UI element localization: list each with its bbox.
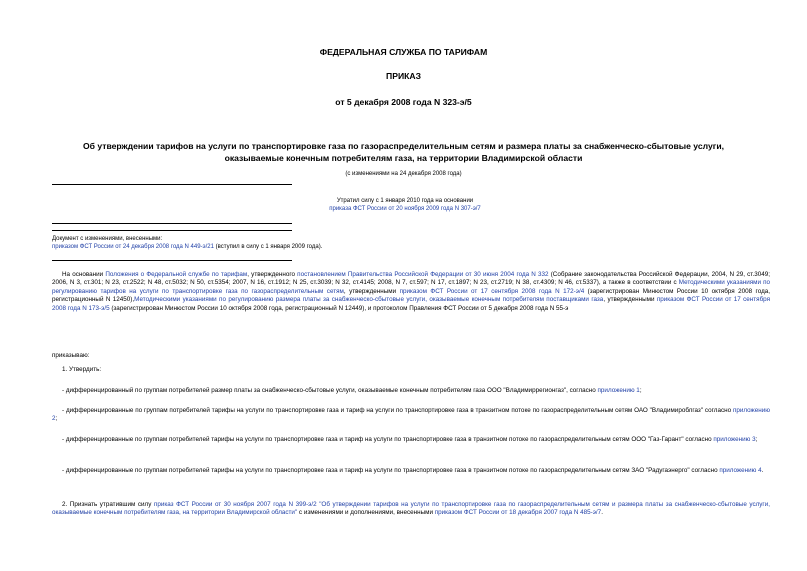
preamble-text: , утвержденными [603,296,657,304]
amend-note-text: Документ с изменениями, внесенными: [52,236,163,242]
preamble-link-method-1[interactable]: Методическими указаниями по регулированию тарифов на услуги по транспортировке газа по газораспределительным сетям [52,279,770,295]
preamble-text: (зарегистрирован Минюстом России 10 октября 2008 года, регистрационный N 12450), [52,287,771,304]
preamble-text: , утвержденного [247,271,298,278]
divider [52,184,292,185]
preamble-link-order-173[interactable]: приказом ФСТ России от 17 сентября 2008 года N 173-э/5 [52,296,771,312]
appendix-3-link[interactable]: приложению 3 [713,436,756,443]
preamble-paragraph [52,271,770,313]
preamble-link-method-2[interactable]: Методическими указаниями по регулированию размера платы за снабженческо-сбытовые услуги, оказываемые конечным потребителям поставщиками газа [134,296,604,304]
void-note-text: Утратил силу с 1 января 2010 года на основании [336,198,474,204]
divider [52,260,292,261]
appendix-1-link[interactable]: приложению 1 [597,387,640,394]
order-item-2: 2. Признать утратившим силу приказ ФСТ России от 30 ноября 2007 года N 399-э/2 "Об утверждении тарифов на услуги по транспортировке газа по газораспределительным сетям и размера платы за снабженческо-сбытовые услуги, оказываемые конечным потребителям газа, на территории Владимирской области" с изменениями и дополнениями, внесенными приказом ФСТ России от 18 декабря 2007 года N 485-э/7. [52,501,770,517]
amend-note-link[interactable]: приказом ФСТ России от 24 декабря 2008 года N 449-э/21 [52,244,214,250]
document-date: от 5 декабря 2008 года N 323-э/5 [335,97,472,107]
amend-note-tail: (вступил в силу с 1 января 2009 года). [213,244,323,250]
preamble-text: (зарегистрирован Минюстом России 10 октября 2008 года, регистрационный N 12449), и протоколом Правления ФСТ России от 5 декабря 2008 года N 55-э [109,304,569,312]
appendix-2-link[interactable]: приложению 2 [52,407,770,423]
preamble-link-regulation[interactable]: Положения о Федеральной службе по тарифам [105,271,248,278]
divider [52,230,292,231]
preamble-text: , утвержденными [343,287,400,295]
amending-order-link[interactable]: приказом ФСТ России от 18 декабря 2007 года N 485-э/7 [434,509,602,517]
document-type: ПРИКАЗ [386,71,421,81]
order-bullet-4: - дифференцированные по группам потребителей тарифы на услуги по транспортировке газа и тариф на услуги по транспортировке газа в транзитном потоке по газораспределительным сетям ЗАО "Радугаэнерго" согласно приложению 4. [62,467,764,474]
revoked-order-link[interactable]: приказ ФСТ России от 30 ноября 2007 года N 399-э/2 "Об утверждении тарифов на услуги по транспортировке газа по газораспределительным сетям и размера платы за снабженческо-сбытовые услуги, оказываемые конечным потребителям газа, на территории Владимирской области" [52,501,770,517]
amend-note [52,235,452,251]
changes-note: (с изменениями на 24 декабря 2008 года) [345,171,462,177]
preamble-link-resolution[interactable]: постановлением Правительства Российской Федерации от 30 июня 2004 года N 332 [297,271,549,278]
order-bullet-2: - дифференцированные по группам потребителей тарифы на услуги по транспортировке газа и тариф на услуги по транспортировке газа в транзитном потоке по газораспределительным сетям ОАО "Владимироблгаз" согласно приложению 2; [52,407,770,423]
order-bullet-1: - дифференцированный по группам потребителей размер платы за снабженческо-сбытовые услуги, оказываемые конечным потребителям газа ООО "Владимиррегионгаз", согласно приложению 1; [62,387,642,394]
appendix-4-link[interactable]: приложению 4 [719,467,762,474]
preamble-text: (Собрание законодательства Российской Федерации, 2004, N 29, ст.3049; 2006, N 3, ст.301; N 23, ст.2522; N 48, ст.5032; N 50, ст.5354; 2007, N 16, ст.1912; N 25, ст.3039; N 32, ст.4145; 2008, N 7, ст.597; N 17, ст.1897; N 23, ст.2719; N 38, ст.4309; N 46, ст.5337), а также в соответствии с [52,271,770,287]
document-title: Об утверждении тарифов на услуги по транспортировке газа по газораспределительным сетям и размера платы за снабженческо-сбытовые услуги, оказываемые конечным потребителям газа, на территории Владимирской области [82,141,725,163]
preamble-text: На основании [62,271,106,278]
void-note [280,197,530,213]
agency-name: ФЕДЕРАЛЬНАЯ СЛУЖБА ПО ТАРИФАМ [319,47,488,57]
preamble-link-order-172[interactable]: приказом ФСТ России от 17 сентября 2008 года N 172-э/4 [399,287,585,295]
order-word: приказываю: [52,352,90,359]
divider [52,223,292,224]
order-item-1: 1. Утвердить: [62,366,102,373]
void-note-link[interactable]: приказа ФСТ России от 20 ноября 2009 года N 307-э/7 [329,206,481,212]
order-bullet-3: - дифференцированные по группам потребителей тарифы на услуги по транспортировке газа и тариф на услуги по транспортировке газа в транзитном потоке по газораспределительным сетям ООО "Газ-Гарант" согласно приложению 3; [62,436,758,443]
